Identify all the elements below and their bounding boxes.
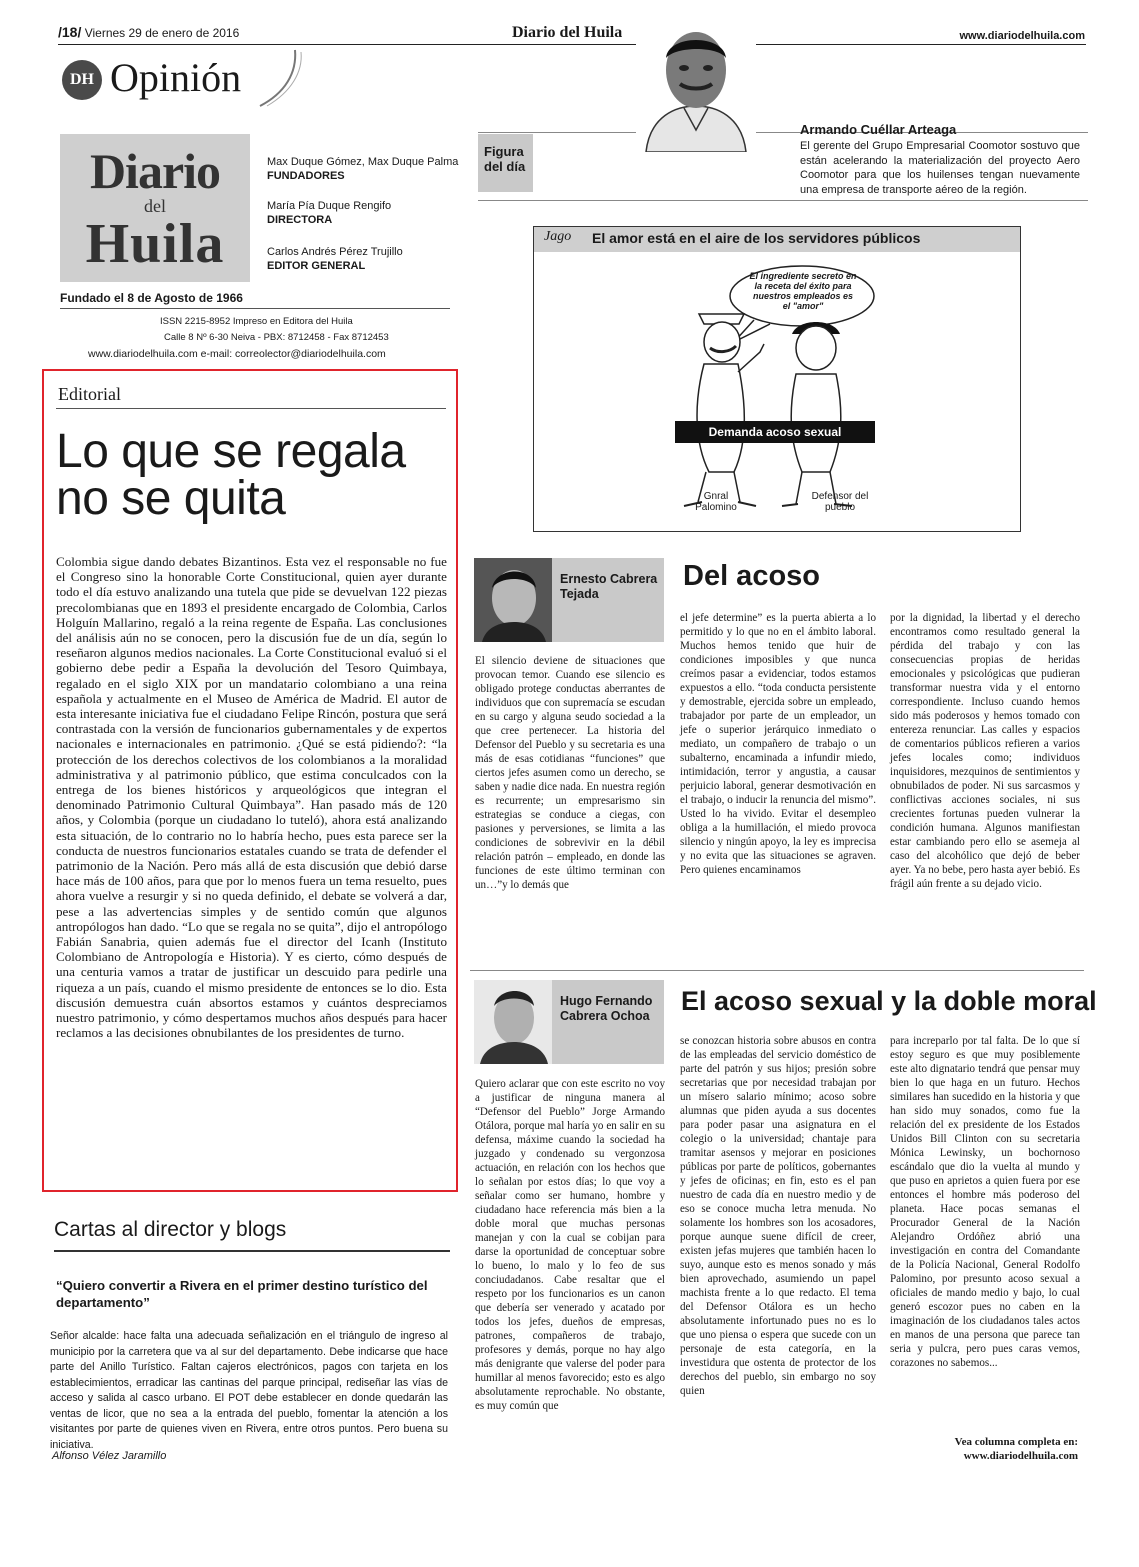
masthead-word-diario: Diario (89, 143, 221, 199)
column-title-del-acoso: Del acoso (683, 560, 820, 592)
columnist-name: Hugo Fernando Cabrera Ochoa (560, 994, 653, 1023)
issn-line: ISSN 2215-8952 Impreso en Editora del Huila (160, 316, 353, 327)
credits-divider (60, 308, 450, 309)
credit-role: FUNDADORES (267, 170, 345, 182)
swoosh-graphic (255, 48, 305, 108)
cartoon-label-defensor: Defensor del pueblo (811, 491, 869, 513)
column2-text-a: Quiero aclarar que con este escrito no voy a justificar de ninguna manera al “Defensor del Pueblo” Jorge Armando Otálora, porque mal haría yo en salir en su defensa, máxime cuando la sociedad ha juzgado y condenado su vergonzosa actuación, en relación con los hechos que lo señalan por estos días; lo que voy a señalar como ser humano, hombre y ciudadano hace referencia más bien a la doble moral que muchas personas manejan y con la cual se cobijan para darse la oportunidad de conceptuar sobre lo bueno, lo malo y lo feo de sus conciudadanos. Cabe resaltar que el respeto por los funcionarios es un canon que debería ser venerado y acatado por todos los jefes, dueños de empresas, patrones, compañeros de trabajo, profesores y demás, porque no hay algo más denigrante que valerse del poder para humillar al menos favorecido; esto es algo absolutamente reprochable. No obstante, es muy común que (475, 1078, 665, 1412)
founded-date: Fundado el 8 de Agosto de 1966 (60, 291, 243, 305)
figura-text: El gerente del Grupo Empresarial Coomotor sostuvo que están acelerando la materialización del proyecto Aero Coomotor para que los huilenses tengan nuevamente una empresa de transporte aéreo de la región. (800, 140, 1080, 196)
cartas-headline: “Quiero convertir a Rivera en el primer destino turístico del departamento” (56, 1278, 428, 1310)
cartas-section-title: Cartas al director y blogs (54, 1218, 287, 1241)
columnist-box-cabrera-ochoa (474, 980, 664, 1064)
cartoon-banner: Demanda acoso sexual (675, 421, 875, 443)
credit-role: EDITOR GENERAL (267, 260, 366, 272)
credit-editor (267, 245, 403, 273)
editorial-headline: Lo que se regala no se quita (56, 425, 406, 525)
page-folio (58, 24, 239, 40)
masthead-word-del: del (144, 196, 166, 216)
columnist-box-cabrera-tejada (474, 558, 664, 642)
column-divider (470, 970, 1084, 971)
editorial-body: Colombia sigue dando debates Bizantinos. Esta vez el responsable no fue el Congreso sino la honorable Corte Constitucional, quien ayer durante todo el día estuvo analizando una tutela que pide se devuelvan 122 piezas precolombianas que en 1893 el presidente encargado de Colombia, Carlos Holguín Mallarino, regaló a la reina regente de España. Las conclusiones del análisis aún no se conocen, pero la discusión fue de un día, según lo reseñaron algunos medios nacionales. La Corte Constitucional evaluó si el gobierno debe pedir a España la devolución del Tesoro Quimbaya, regalado en el siglo XIX por un mandatario colombiano a una reina española y actualmente en el Museo de América de Madrid. El autor de esta interesante iniciativa fue el ciudadano Felipe Rincón, postura que será contrastada con la versión de funcionarios gubernamentales y de expertos nacionales e internacionales en patrimonio. ¿Qué se está pidiendo?: “la protección de los derechos colectivos de los colombianos a la moralidad administrativa y al patrimonio público, que estima conculcados con la entrega de los bienes históricos y arqueológicos que integran el denominado Patrimonio Cultural Quimbaya”. Han pasado más de 120 años, y Colombia (porque un ciudadano lo tuteló), ahora está analizando esta situación, de lo contrario no lo habría hecho, pues esta parece ser la conducta de nuestros funcionarios estatales cuando se trata de defender el patrimonio de la Nación. Pero más allá de esta discusión que debió darse hace más de 100 años, para que por lo menos fuera un tema resuelto, pues ahora vuelve a resurgir y si no queda definido, el debate se volverá a dar, pese a las advertencias simples y de sentido común que algunos antropólogos han dado. “Lo que se regala no se quita”, dijo el antropólogo Fabián Sanabria, quien además fue el director del Icanh (Instituto Colombiano de Antropología e Historia). Y es cierto, cómo después de una centuria vamos a tratar de justificar un descuido para pedirle una riqueza a un país, cuando el mismo presidente de entonces se lo dio. Esta discusión demuestra cuán absortos estamos y cuántos despreciamos nuestro patrimonio, y cómo despertamos muchos años después para hacer reclamos a las decisiones obnubilantes de los presidentes de turno. (56, 554, 447, 1041)
address-line: Calle 8 Nº 6-30 Neiva - PBX: 8712458 - Fax 8712453 (164, 332, 389, 343)
cartas-divider (54, 1250, 450, 1252)
dh-logo: DH (62, 60, 102, 100)
column1-text-c: por la dignidad, la libertad y el derecho encontramos como resultado general la pérdida del trabajo y con las consecuencias propias de heridas emocionales y psicológicas que pudieran transformar nuestra vida y el entorno correspondiente. Incluso cuando hemos sido más poderosos y hemos tomado con entereza renunciar. Las calles y espacios de comentarios públicos refieren a varios jefes locales como; individuos inquisidores, mezquinos de sentimientos y obnubilados de poder. Ni sus sarcasmos y conflictivas acciones sociales, ni sus crecientes fortunas pueden vulnerar la condición humana. Algunos manifiestan estar cambiando pero ello se asemeja al caso del alcohólico que dejó de beber ayer. Ya no bebe, pero hasta ayer bebió. Es frágil aún frente a su dejado vicio. (890, 612, 1080, 890)
column1-text-a: El silencio deviene de situaciones que provocan temor. Cuando ese silencio es obligado protege conductas aberrantes de individuos que con supremacía se escudan en su cargo y alguna seudo sociedad a la que cree pertenecer. La historia del Defensor del Pueblo y su secretaria es una más de esas cotidianas “funciones” que ciertos jefes asumen como un derecho, se saben y nadie dice nada. En nuestra región es recurrente; un empresarismo sin estrategias se conduce a ciegas, con pasiones y perversiones, se limita a las condiciones de sobrevivir en la débil relación patrón – empleado, en donde las funciones de este último terminan con un…”y lo demás que (475, 655, 665, 891)
masthead-logo (60, 134, 250, 282)
columnist-photo (474, 558, 552, 642)
column1-text-b: el jefe determine” es la puerta abierta a lo permitido y lo que no en el ámbito laboral. Muchos hemos tenido que huir de condiciones imposibles y que nunca creímos pasar a evidenciar, todos estamos expuestos a ello. “toda conducta persistente y demostrable, ejercida sobre un empleado, trabajador por parte de un empleador, un jefe o superior jerárquico inmediato o mediato, un compañero de trabajo o un subalterno, encaminada a infundir miedo, intimidación, terror y angustia, a causar perjuicio laboral, generar desmotivación en el trabajo, o inducir la renuncia del mismo”. Usted lo ha vivido. Evitar el desempleo obliga a la humillación, el miedo provoca silencio y ningún apoyo, la ley es imprecisa y no evita que las situaciones se agraven. Pero quienes encaminamos (680, 612, 876, 876)
figura-bottom-divider (478, 200, 1088, 201)
section-title: Opinión (110, 55, 242, 100)
website-link[interactable]: www.diariodelhuila.com (959, 30, 1085, 42)
credit-founders (267, 155, 458, 183)
credit-role: DIRECTORA (267, 214, 333, 226)
column2-text-c: para increparlo por tal falta. De lo que sí estoy seguro es que muy posiblemente este alto dignatario tendrá que pensar muy bien lo que haga en un futuro. Hechos similares han sucedido en la historia y que han sido muy sonados, como fue la relación del ex presidente de los Estados Unidos Bill Clinton con su secretaria Mónica Lewinsky, un bochornoso escándalo que dio la vuelta al mundo y que puso en aprietos a quien fuera por ese entonces el hombre más poderoso del planeta. Hace pocas semanas el Procurador General de la Nación Alejandro Ordóñez abrió una investigación en contra del Comandante de la Policía Nacional, General Rodolfo Palomino, por presunto acoso sexual a oficiales de mando medio y bajo, lo cual generó escozor pues no caben en la imaginación de los ciudadanos tales actos en manos de una persona que parece tan seria y pulcra, pero pues caras vemos, corazones no sabemos... (890, 1035, 1080, 1369)
credit-names: Carlos Andrés Pérez Trujillo (267, 246, 403, 258)
top-divider (58, 44, 1086, 45)
cartoon-signature: Jago (544, 229, 572, 244)
figura-top-divider (478, 132, 1088, 133)
column2-text-b: se conozcan historia sobre abusos en contra de las empleadas del servicio doméstico de parte del patrón y sus hijos; presión sobre secretarias que por necesidad trabajan por un mísero salario mínimo; acoso sobre alumnas que piden ayuda a sus docentes para poder pasar una asignatura en el colegio o la universidad; chantaje para tramitar asensos y mejorar en posiciones públicas por parte de políticos, gobernantes y jefes de oficinas; en fin, esto es el pan nuestro de cada día en nuestro medio y de eso se conoce mucha letra menuda. No solamente los hombres son los acosadores, porque aunque suene difícil de creer, existen jefas mujeres que también hacen lo suyo, aunque esto es menos sonado y más bien aprovechado, asumiendo un papel machista frente a lo que redacto. El tema del Defensor Otálora es un hecho absolutamente infortunado pues no es lo que uno piensa o espera que sucede con un personaje de esta categoría, en la investidura que ostenta de protector de los derechos del pueblo, sin embargo no soy quien (680, 1035, 876, 1397)
figura-portrait (636, 20, 756, 152)
editorial-kicker: Editorial (58, 384, 121, 404)
figura-label: Figura del día (478, 134, 533, 192)
contact-line: www.diariodelhuila.com e-mail: correolector@diariodelhuila.com (88, 348, 386, 360)
cartoon-title: El amor está en el aire de los servidores públicos (592, 230, 921, 246)
cartoon-label-palomino: Gnral Palomino (695, 491, 737, 513)
page-date: Viernes 29 de enero de 2016 (84, 26, 240, 40)
columnist-photo (474, 980, 552, 1064)
cartas-author: Alfonso Vélez Jaramillo (52, 1450, 167, 1462)
columnist-name: Ernesto Cabrera Tejada (560, 572, 658, 601)
credit-director (267, 199, 391, 227)
credit-names: Max Duque Gómez, Max Duque Palma (267, 156, 459, 168)
editorial-divider (56, 408, 446, 409)
cartoon-speech-bubble: El ingrediente secreto en la receta del éxito para nuestros empleados es el "amor" (749, 271, 857, 311)
read-more-link[interactable]: Vea columna completa en: www.diariodelhuila.com (954, 1436, 1078, 1462)
masthead-word-huila: Huila (85, 213, 225, 275)
cartas-body: Señor alcalde: hace falta una adecuada señalización en el triángulo de ingreso al municipio por la carretera que va al sur del departamento. Debe indicarse que hace parte del Anillo Turístico. Faltan cajeros electrónicos, pagos con tarjeta en los establecimientos, erradicar las cantinas del parque principal, rediseñar las vías de acceso y salida al casco urbano. El POT debe establecer en donde quedarán las ventas de licor, que no sea a la entrada del pueblo, fomentar la atención a los visitantes por parte de quienes viven en Rivera, entre otros puntos. Pero buena su iniciativa. (50, 1330, 448, 1451)
paper-name: Diario del Huila (512, 24, 623, 41)
column-title-acoso-sexual: El acoso sexual y la doble moral (681, 986, 1097, 1016)
figura-name: Armando Cuéllar Arteaga (800, 122, 957, 137)
credit-names: María Pía Duque Rengifo (267, 200, 392, 212)
page-number: /18/ (58, 24, 82, 40)
